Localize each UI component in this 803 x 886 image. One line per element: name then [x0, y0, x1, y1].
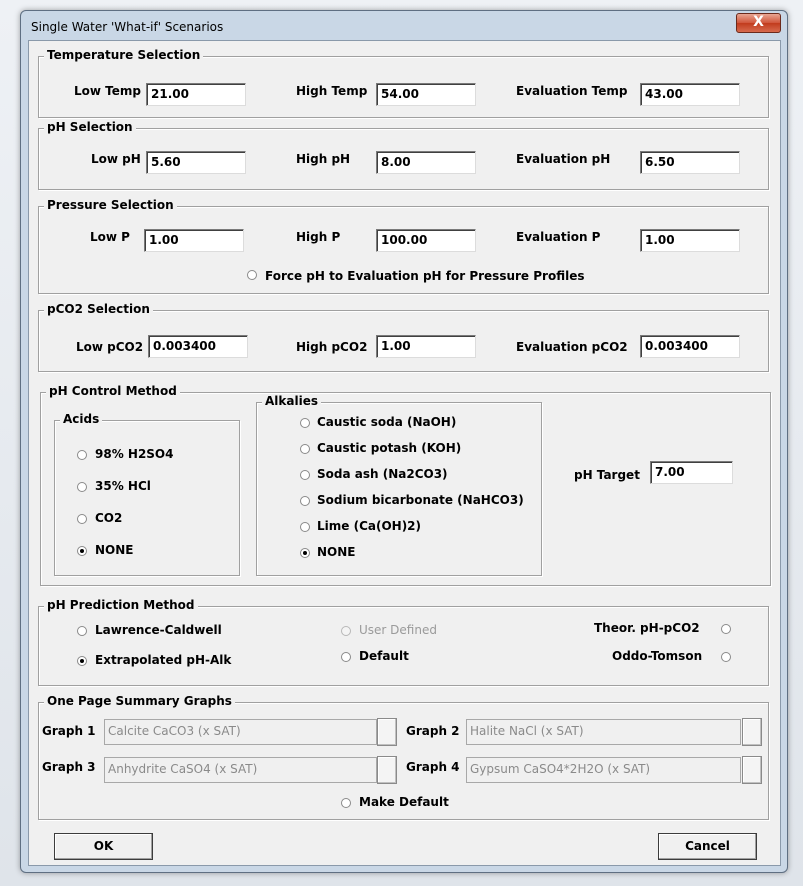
graph1-label: Graph 1 [42, 724, 96, 738]
lawrence-caldwell-radio[interactable] [77, 626, 87, 636]
acid-label-h2so4: 98% H2SO4 [95, 447, 174, 461]
lawrence-caldwell-label: Lawrence-Caldwell [95, 623, 222, 637]
default-radio[interactable] [341, 652, 351, 662]
low-ph-input[interactable]: 5.60 [146, 151, 246, 174]
evaluation-p-input[interactable]: 1.00 [640, 229, 740, 252]
prediction-group-title: pH Prediction Method [44, 598, 198, 612]
control-group-title: pH Control Method [46, 384, 180, 398]
evaluation-temp-input[interactable]: 43.00 [640, 83, 740, 106]
low-p-label: Low P [90, 230, 130, 244]
alkalies-group-title: Alkalies [262, 394, 321, 408]
alkali-label-naoh: Caustic soda (NaOH) [317, 415, 457, 429]
acid-radio-h2so4[interactable] [77, 450, 87, 460]
user-defined-radio [341, 626, 351, 636]
ok-button[interactable]: OK [54, 833, 153, 860]
evaluation-pco2-input[interactable]: 0.003400 [640, 335, 740, 358]
alkali-radio-lime[interactable] [300, 522, 310, 532]
high-p-input[interactable]: 100.00 [376, 229, 476, 252]
temperature-group-title: Temperature Selection [44, 48, 203, 62]
pco2-group-title: pCO2 Selection [44, 302, 153, 316]
theor-ph-pco2-radio[interactable] [721, 624, 731, 634]
high-temp-label: High Temp [296, 84, 368, 98]
pressure-group-title: Pressure Selection [44, 198, 177, 212]
low-temp-label: Low Temp [74, 84, 141, 98]
alkali-radio-none[interactable] [300, 548, 310, 558]
alkali-label-none: NONE [317, 545, 356, 559]
alkali-radio-naoh[interactable] [300, 418, 310, 428]
evaluation-temp-label: Evaluation Temp [516, 84, 628, 98]
low-p-input[interactable]: 1.00 [144, 229, 244, 252]
alkali-label-nahco3: Sodium bicarbonate (NaHCO3) [317, 493, 524, 507]
alkali-radio-nahco3[interactable] [300, 496, 310, 506]
high-p-label: High P [296, 230, 341, 244]
window-title: Single Water 'What-if' Scenarios [31, 20, 224, 34]
low-pco2-input[interactable]: 0.003400 [148, 335, 248, 358]
alkali-label-lime: Lime (Ca(OH)2) [317, 519, 422, 533]
graph2-label: Graph 2 [406, 724, 460, 738]
make-default-label: Make Default [359, 795, 449, 809]
high-ph-input[interactable]: 8.00 [376, 151, 476, 174]
acid-radio-none[interactable] [77, 546, 87, 556]
extrapolated-radio[interactable] [77, 656, 87, 666]
graph2-select[interactable]: Halite NaCl (x SAT) [466, 719, 741, 745]
ph-target-label: pH Target [574, 468, 640, 482]
low-temp-input[interactable]: 21.00 [146, 83, 246, 106]
low-ph-label: Low pH [91, 152, 141, 166]
high-pco2-input[interactable]: 1.00 [376, 335, 476, 358]
graph4-label: Graph 4 [406, 760, 460, 774]
close-icon: X [753, 14, 764, 30]
evaluation-ph-input[interactable]: 6.50 [640, 151, 740, 174]
acid-label-co2: CO2 [95, 511, 123, 525]
theor-ph-pco2-label: Theor. pH-pCO2 [594, 621, 700, 635]
acid-radio-co2[interactable] [77, 514, 87, 524]
low-pco2-label: Low pCO2 [76, 340, 144, 354]
dialog-client [28, 40, 781, 866]
high-temp-input[interactable]: 54.00 [376, 83, 476, 106]
evaluation-ph-label: Evaluation pH [516, 152, 611, 166]
graph1-dropdown-button[interactable] [377, 718, 397, 746]
graph3-select[interactable]: Anhydrite CaSO4 (x SAT) [104, 757, 377, 783]
acids-group-title: Acids [60, 412, 102, 426]
evaluation-p-label: Evaluation P [516, 230, 601, 244]
high-ph-label: High pH [296, 152, 351, 166]
oddo-tomson-radio[interactable] [721, 652, 731, 662]
acid-label-hcl: 35% HCl [95, 479, 151, 493]
graph4-dropdown-button[interactable] [742, 756, 762, 784]
graph1-select[interactable]: Calcite CaCO3 (x SAT) [104, 719, 377, 745]
ph-target-input[interactable]: 7.00 [650, 461, 733, 484]
force-ph-label: Force pH to Evaluation pH for Pressure Profiles [265, 269, 585, 283]
alkali-label-koh: Caustic potash (KOH) [317, 441, 462, 455]
default-label: Default [359, 649, 409, 663]
extrapolated-label: Extrapolated pH-Alk [95, 653, 232, 667]
oddo-tomson-label: Oddo-Tomson [612, 649, 703, 663]
acid-radio-hcl[interactable] [77, 482, 87, 492]
close-button[interactable] [736, 13, 781, 33]
evaluation-pco2-label: Evaluation pCO2 [516, 340, 628, 354]
user-defined-label: User Defined [359, 623, 437, 637]
acid-label-none: NONE [95, 543, 134, 557]
cancel-button[interactable]: Cancel [658, 833, 757, 860]
force-ph-radio[interactable] [247, 270, 257, 280]
graph4-select[interactable]: Gypsum CaSO4*2H2O (x SAT) [466, 757, 741, 783]
high-pco2-label: High pCO2 [296, 340, 368, 354]
graph3-label: Graph 3 [42, 760, 96, 774]
alkali-label-na2co3: Soda ash (Na2CO3) [317, 467, 448, 481]
ph-group-title: pH Selection [44, 120, 136, 134]
alkali-radio-na2co3[interactable] [300, 470, 310, 480]
prediction-group [38, 598, 769, 686]
graph2-dropdown-button[interactable] [742, 718, 762, 746]
make-default-radio[interactable] [341, 798, 351, 808]
graph3-dropdown-button[interactable] [377, 756, 397, 784]
alkali-radio-koh[interactable] [300, 444, 310, 454]
graphs-group-title: One Page Summary Graphs [44, 694, 235, 708]
